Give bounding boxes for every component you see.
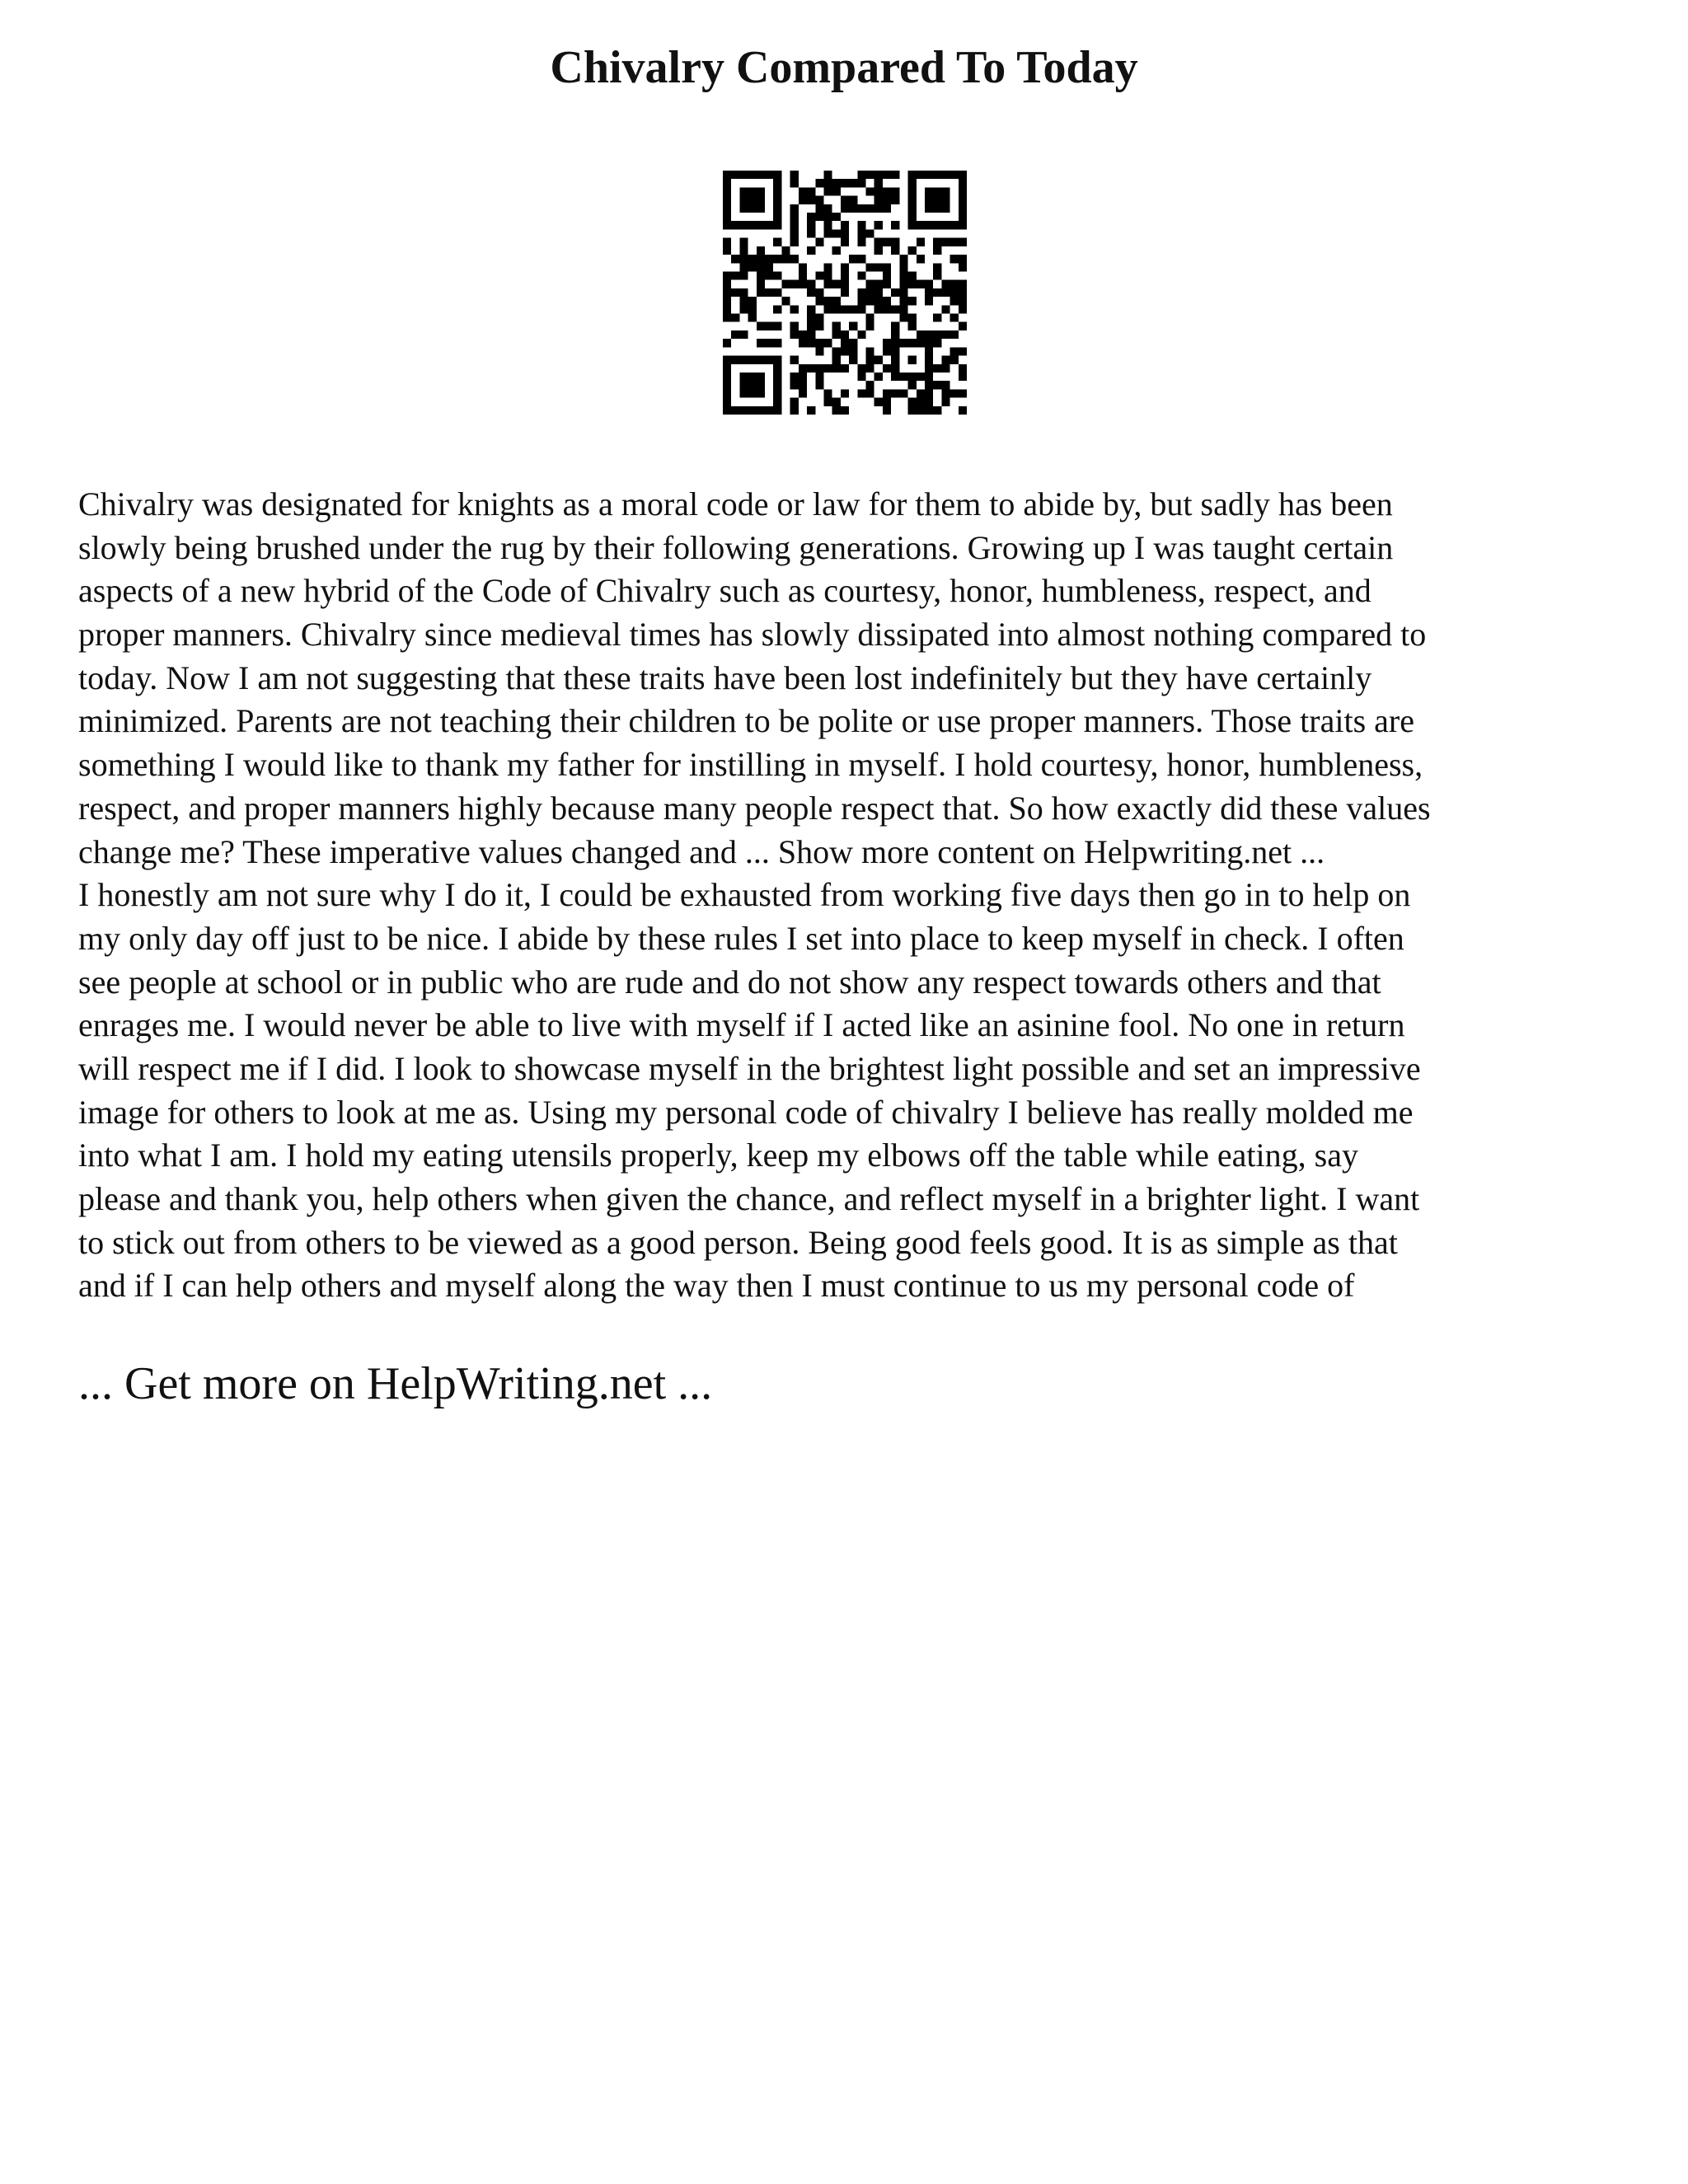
- body-line: change me? These imperative values changed and ... Show more content on Helpwriting.net ...: [78, 832, 1325, 870]
- body-line: aspects of a new hybrid of the Code of Chivalry such as courtesy, honor, humbleness, respect, and: [78, 572, 1372, 610]
- body-line: will respect me if I did. I look to showcase myself in the brightest light possible and set an impressive: [78, 1049, 1421, 1087]
- get-more-link[interactable]: ... Get more on HelpWriting.net ...: [78, 1358, 713, 1409]
- qr-code-icon: [723, 171, 967, 415]
- body-line: I honestly am not sure why I do it, I could be exhausted from working five days then go in to help on: [78, 876, 1411, 914]
- body-line: please and thank you, help others when given the chance, and reflect myself in a brighter light. I want: [78, 1180, 1420, 1217]
- body-line: Chivalry was designated for knights as a moral code or law for them to abide by, but sadly has been: [78, 485, 1393, 523]
- body-line: image for others to look at me as. Using my personal code of chivalry I believe has really molded me: [78, 1093, 1414, 1131]
- body-line: see people at school or in public who are rude and do not show any respect towards others and that: [78, 963, 1381, 1001]
- body-line: today. Now I am not suggesting that these traits have been lost indefinitely but they have certainly: [78, 658, 1372, 696]
- body-line: minimized. Parents are not teaching their children to be polite or use proper manners. Those traits are: [78, 702, 1414, 740]
- body-line: proper manners. Chivalry since medieval times has slowly dissipated into almost nothing compared to: [78, 616, 1427, 654]
- body-line: something I would like to thank my father for instilling in myself. I hold courtesy, honor, humbleness,: [78, 746, 1423, 784]
- body-line: my only day off just to be nice. I abide by these rules I set into place to keep myself in check. I often: [78, 919, 1404, 957]
- body-line: respect, and proper manners highly because many people respect that. So how exactly did these values: [78, 789, 1431, 827]
- body-line: to stick out from others to be viewed as a good person. Being good feels good. It is as simple as that: [78, 1223, 1398, 1261]
- body-line: and if I can help others and myself along the way then I must continue to us my personal code of: [78, 1267, 1355, 1305]
- body-line: slowly being brushed under the rug by their following generations. Growing up I was taught certain: [78, 528, 1394, 566]
- page-title: Chivalry Compared To Today: [550, 42, 1138, 93]
- body-line: enrages me. I would never be able to live with myself if I acted like an asinine fool. No one in return: [78, 1006, 1405, 1044]
- essay-body: [78, 483, 1628, 1308]
- body-line: into what I am. I hold my eating utensils properly, keep my elbows off the table while eating, say: [78, 1137, 1358, 1174]
